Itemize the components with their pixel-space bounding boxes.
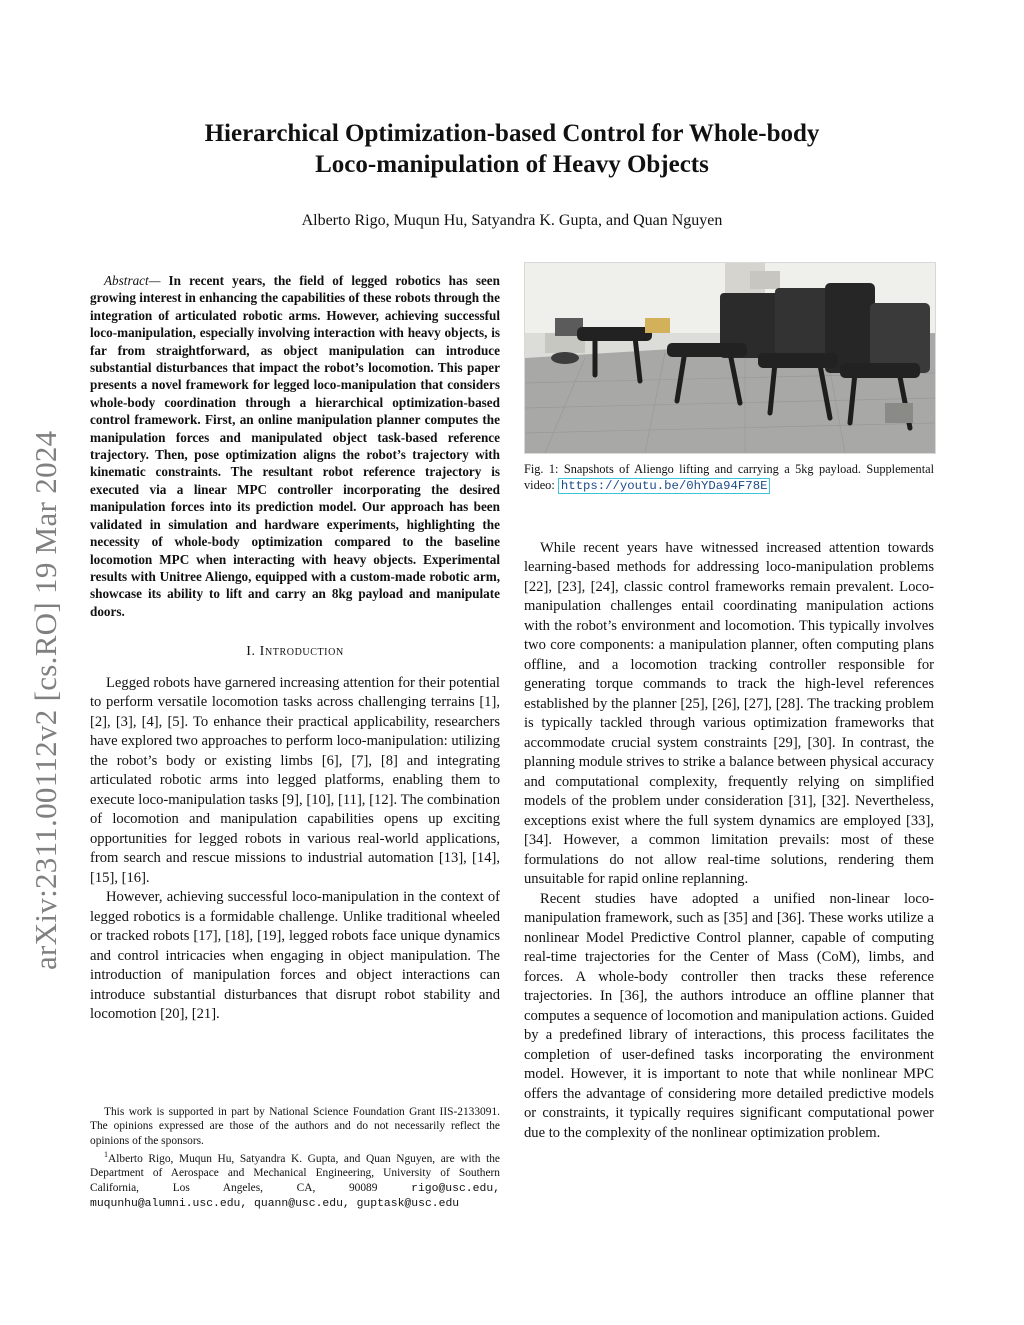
right-column-text xyxy=(524,539,934,1144)
affiliation-text: Alberto Rigo, Muqun Hu, Satyandra K. Gupta, and Quan Nguyen, are with the Department of Aerospace and Mechanical Engineering, University of Southern California, Los Angeles, CA, 90089 xyxy=(90,1153,500,1194)
right-paragraph-2: Recent studies have adopted a unified non-linear loco-manipulation framework, such as [35] and [36]. These works utilize a nonlinear Model Predictive Control planner, capable of computing real-time trajectories for the Center of Mass (CoM), limbs, and forces. A whole-body controller then tracks these reference trajectories. In [36], the authors introduce an offline planner that computes a sequence of locomotion and manipulation actions. Guided by a predefined library of interactions, this process facilitates the completion of user-defined tasks incorporating the environment model. However, it is important to note that while nonlinear MPC offers the advantage of considering more detailed predictive models or constraints, it typically requires significant computational power due to the complexity of the nonlinear optimization problem. xyxy=(524,890,934,1141)
footnotes xyxy=(90,1105,500,1212)
right-column xyxy=(524,262,934,1143)
intro-paragraph-1: Legged robots have garnered increasing attention for their potential to perform versatile locomotion tasks across challenging terrains [1], [2], [3], [4], [5]. To enhance their practical applicability, researchers have explored two approaches to perform loco-manipulation: utilizing the robot’s body or existing limbs [6], [7], [8] and integrating articulated robotic arms into legged platforms, enabling them to execute loco-manipulation tasks [9], [10], [11], [12]. The combination of locomotion and manipulation capabilities opens up exciting opportunities for legged robots in various real-world applications, from search and rescue missions to industrial automation [13], [14], [15], [16]. xyxy=(90,674,500,886)
abstract-label: Abstract xyxy=(104,273,149,288)
footnote-marker: 1 xyxy=(104,1150,108,1160)
caption-text: Fig. 1: Snapshots of Aliengo lifting and carrying a 5kg payload. Supplemental video: xyxy=(524,462,934,492)
author-list: Alberto Rigo, Muqun Hu, Satyandra K. Gupta, and Quan Nguyen xyxy=(301,212,723,229)
figure-caption xyxy=(524,462,934,495)
funding-footnote: This work is supported in part by National Science Foundation Grant IIS-2133091. The opinions expressed are those of the authors and do not necessarily reflect the opinions of the sponsors. xyxy=(90,1106,500,1147)
abstract: Abstract— In recent years, the field of legged robotics has seen growing interest in enhancing the capabilities of these robots through the integration of articulated robotic arms. However, achieving successful loco-manipulation, especially involving interaction with heavy objects, is far from straightforward, as object manipulation can introduce substantial disturbances that impact the robot’s locomotion. This paper presents a novel framework for legged loco-manipulation that considers whole-body coordination through a hierarchical optimization-based control framework. First, an online manipulation planner computes the manipulation forces and manipulated object task-based reference trajectory. Then, pose optimization aligns the robot’s trajectory with kinematic constraints. The resultant robot reference trajectory is executed via a linear MPC controller incorporating the desired manipulation forces into its prediction model. Our approach has been validated in simulation and hardware experiments, highlighting the necessity of whole-body optimization compared to the baseline locomotion MPC when interacting with heavy objects. Experimental results with Unitree Aliengo, equipped with a custom-made robotic arm, showcase its ability to lift and carry an 8kg payload and manipulate doors. xyxy=(90,273,500,619)
intro-paragraph-2: However, achieving successful loco-manipulation in the context of legged robotics is a formidable challenge. Unlike traditional wheeled or tracked robots [17], [18], [19], legged robots face unique dynamics and control intricacies when engaging in object manipulation. The introduction of manipulation forces and object interactions can introduce substantial disturbances that disrupt robot stability and locomotion [20], [21]. xyxy=(90,889,500,1023)
robot-photo-illustration xyxy=(525,263,935,453)
title-line-1: Hierarchical Optimization-based Control for Whole-body xyxy=(204,120,820,147)
paper-title xyxy=(120,118,904,180)
arxiv-identifier: arXiv:2311.00112v2 [cs.RO] 19 Mar 2024 xyxy=(28,430,63,970)
affiliation-footnote xyxy=(90,1148,500,1211)
author-emails: rigo@usc.edu, muqunhu@alumni.usc.edu, quann@usc.edu, guptask@usc.edu xyxy=(90,1182,500,1211)
left-column xyxy=(90,272,500,1025)
abstract-text: In recent years, the field of legged robotics has seen growing interest in enhancing the capabilities of these robots through the integration of articulated robotic arms. However, achieving successful loco-manipulation, especially involving interaction with heavy objects, is far from straightforward, as object manipulation can introduce substantial disturbances that impact the robot’s locomotion. This paper presents a novel framework for legged loco-manipulation that considers whole-body coordination through a hierarchical optimization-based control framework. First, an online manipulation planner computes the manipulation forces and manipulated object task-based reference trajectory. Then, pose optimization aligns the robot’s trajectory with kinematic constraints. The resultant robot reference trajectory is executed via a linear MPC controller incorporating the desired manipulation forces into its prediction model. Our approach has been validated in simulation and hardware experiments, highlighting the necessity of whole-body optimization compared to the baseline locomotion MPC when interacting with heavy objects. Experimental results with Unitree Aliengo, equipped with a custom-made robotic arm, showcase its ability to lift and carry an 8kg payload and manipulate doors. xyxy=(90,273,500,619)
robot-snapshot-figure xyxy=(524,262,936,454)
section-heading-introduction: I. Introduction xyxy=(246,644,344,660)
right-paragraph-1: While recent years have witnessed increased attention towards learning-based methods for addressing loco-manipulation problems [22], [23], [24], classic control frameworks remain prevalent. Loco-manipulation challenges entail coordinating manipulation actions with the robot’s environment and locomotion. This typically involves two core components: a manipulation planner, often computing plans offline, and a locomotion tracking controller responsible for generating torque commands to track the high-level references established by the planner [25], [26], [27], [28]. The tracking problem is typically tackled through various optimization frameworks that accommodate crucial system constraints [29], [30]. In contrast, the planning module strives to strike a balance between physical accuracy and computational complexity, frequently relying on simplified models of the problem under consideration [31], [32]. Nevertheless, exceptions exist where the full system dynamics are employed [33], [34]. However, a common limitation prevails: most of these formulations do not allow real-time solutions, rendering them unsuitable for rapid online replanning. xyxy=(524,539,934,888)
video-link[interactable]: https://youtu.be/0hYDa94F78E xyxy=(558,478,771,494)
title-line-2: Loco-manipulation of Heavy Objects xyxy=(315,151,709,178)
